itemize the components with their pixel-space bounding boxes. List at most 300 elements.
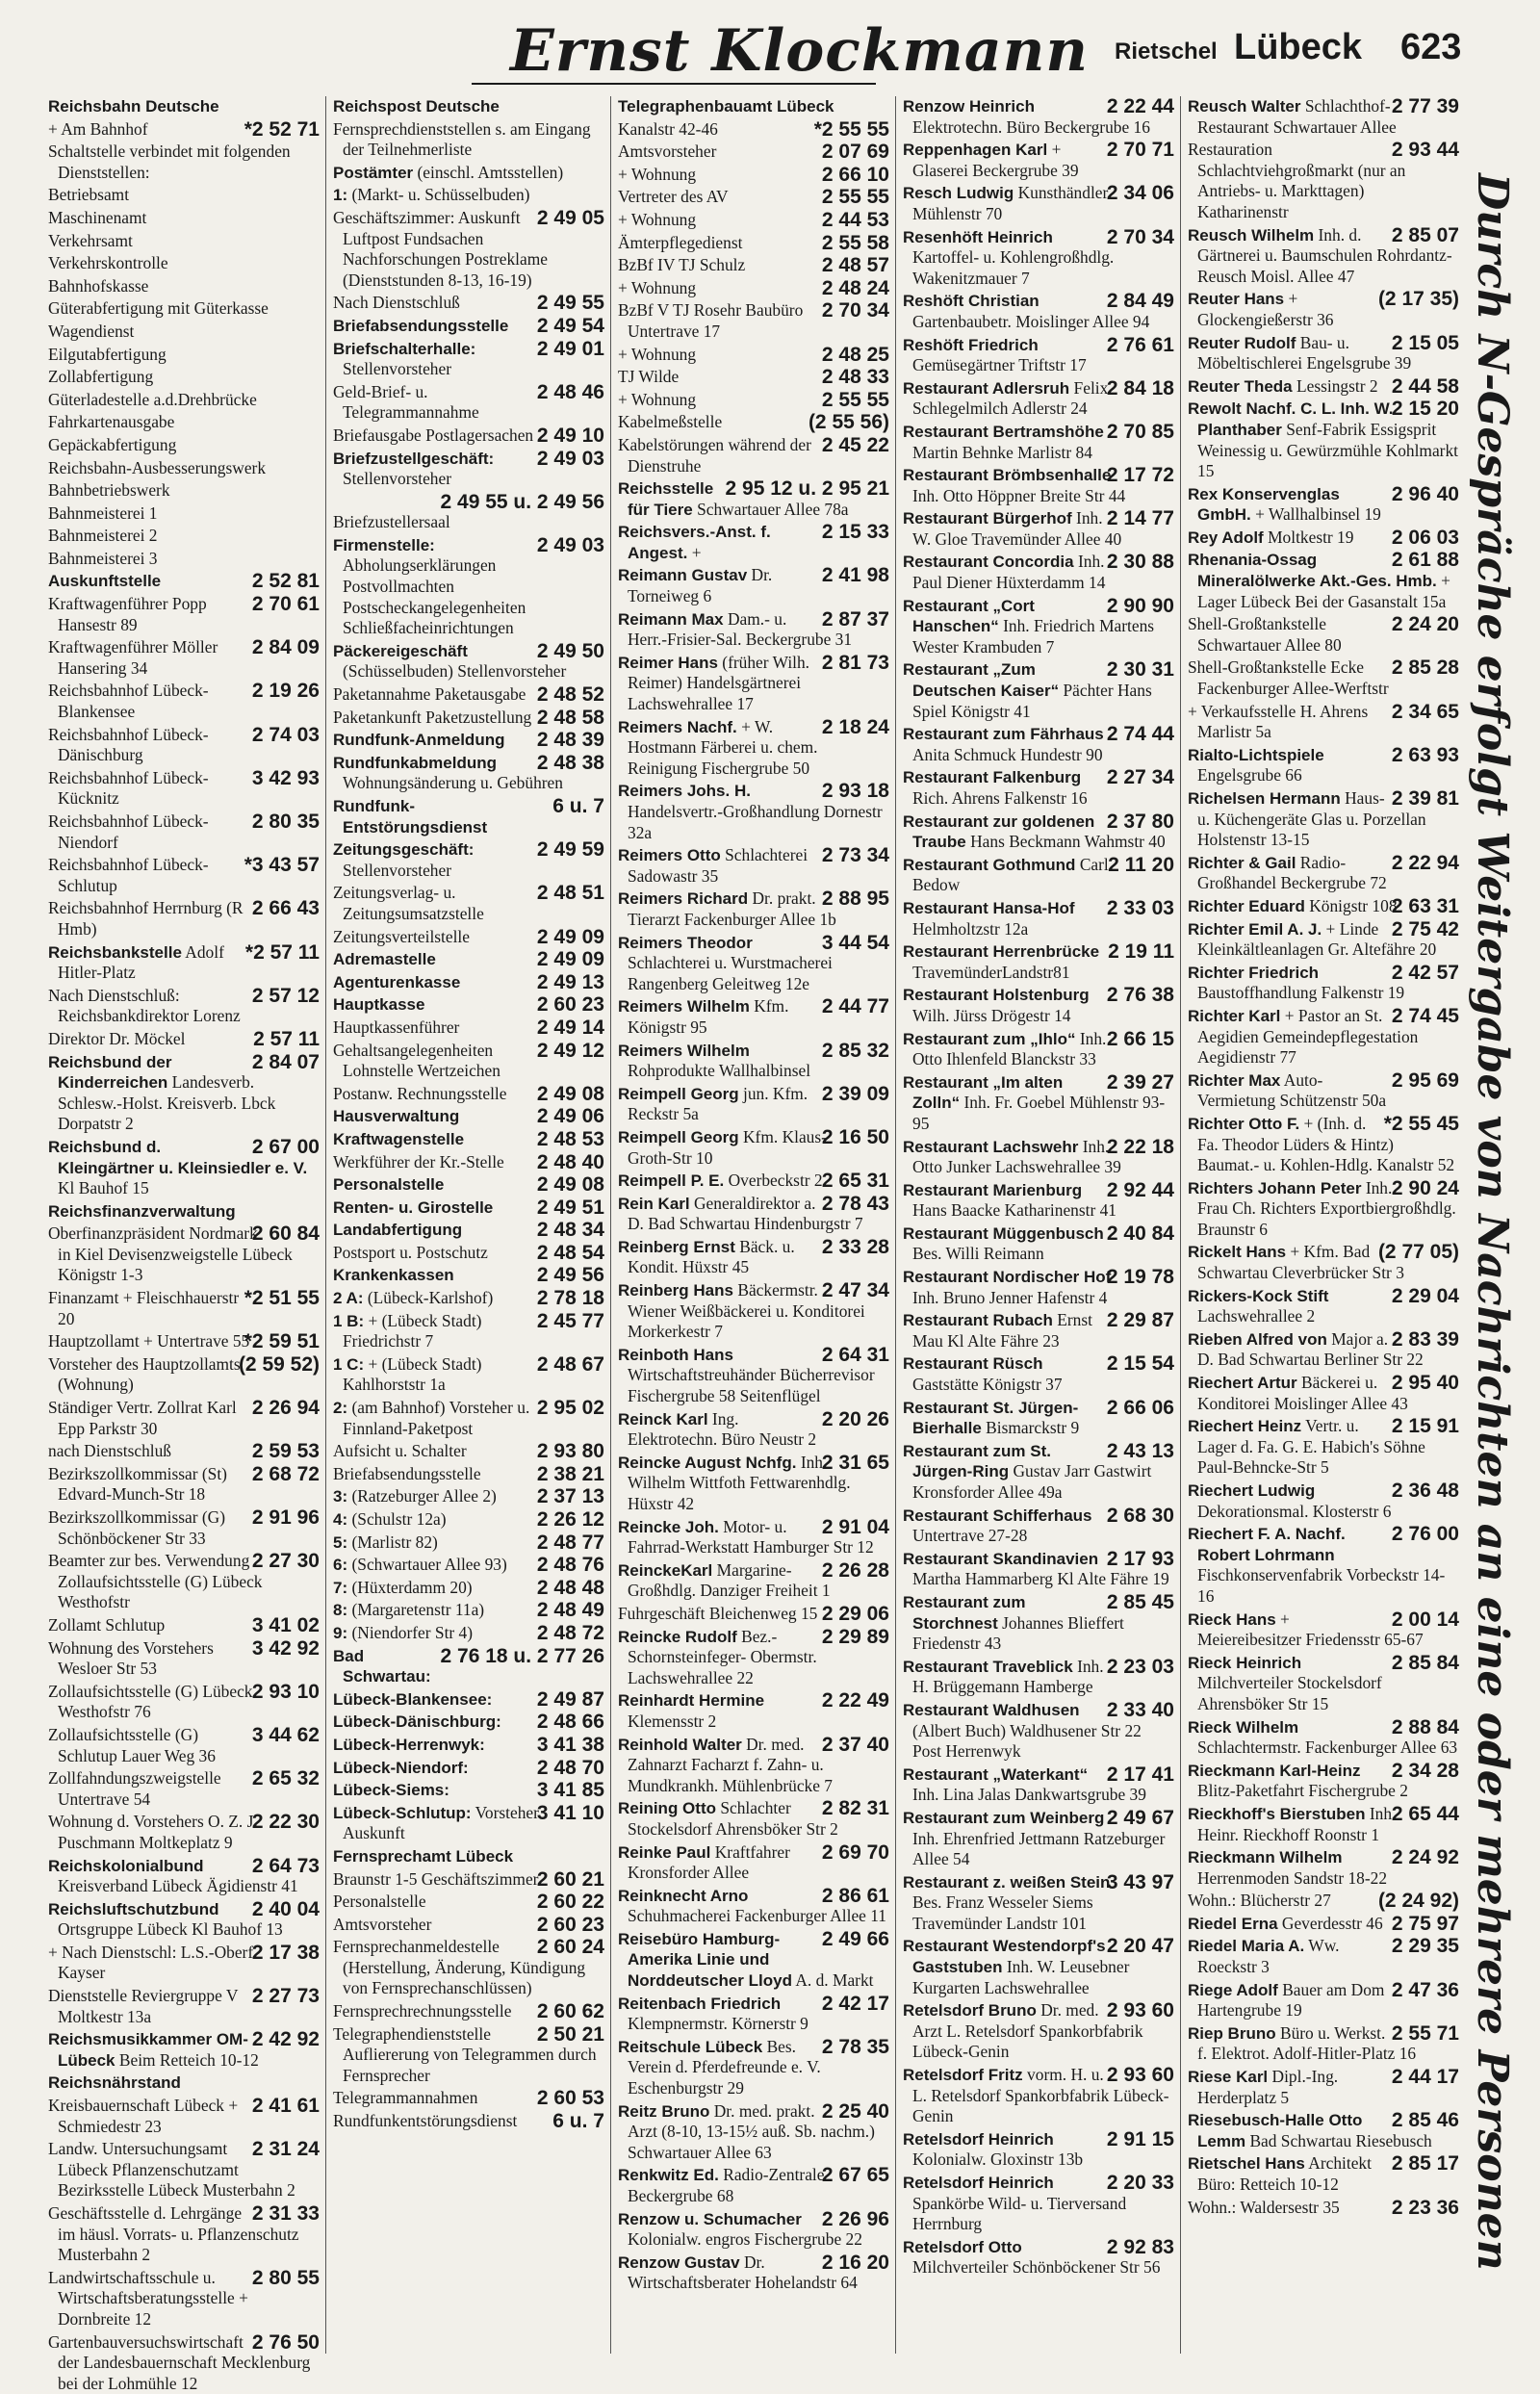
phone-number: 2 20 26: [821, 1407, 889, 1430]
entry-name: Reusch Walter: [1188, 97, 1301, 116]
entry-details: Ämterpflegedienst: [618, 232, 743, 252]
directory-entry: [333, 1288, 604, 1309]
entry-details: Briefabsendungsstelle: [333, 1463, 481, 1483]
directory-entry: [333, 1712, 604, 1733]
entry-name: Rieben Alfred von: [1188, 1329, 1327, 1349]
entry-name: Richter Karl: [1188, 1006, 1281, 1025]
phone-number: 2 48 57: [821, 254, 889, 277]
directory-entry: [618, 1237, 889, 1278]
entry-name: Reichsbund der Kinderreichen: [48, 1052, 172, 1093]
entry-details: Nach Dienstschluß: [333, 293, 460, 313]
phone-number: 2 34 06: [1106, 182, 1174, 205]
entry-name: Restaurant zum St. Jürgen-Ring: [903, 1441, 1051, 1481]
entry-details: Güterabfertigung mit Güterkasse: [48, 298, 269, 319]
directory-entry: [333, 1265, 604, 1286]
directory-entry: [1188, 376, 1459, 398]
entry-name: Retelsdorf Bruno: [903, 2001, 1037, 2021]
directory-entry: [48, 1354, 320, 1396]
directory-columns: [48, 95, 1463, 2393]
entry-details: Reichsbahnhof Lübeck-Niendorf: [48, 811, 209, 852]
phone-number: 2 70 85: [1106, 420, 1174, 443]
entry-name: Richter Otto F.: [1188, 1114, 1300, 1133]
entry-details: Motor- u. Fahrrad-Werkstatt Hamburger Str 12: [628, 1516, 874, 1557]
directory-entry: [618, 478, 889, 520]
entry-details: Herrenmoden Sandstr 18-22: [1197, 1867, 1388, 1888]
phone-number: 2 96 40: [1391, 482, 1459, 505]
directory-entry: [618, 165, 889, 186]
entry-details: Verkehrsamt: [48, 230, 133, 250]
phone-number: 2 48 58: [536, 706, 604, 729]
entry-details: Amtsvorsteher: [618, 142, 717, 162]
phone-number: 2 80 35: [251, 811, 320, 833]
directory-entry: [618, 1929, 889, 1992]
entry-details: Wohn.: Blücherstr 27: [1188, 1891, 1331, 1911]
entry-details: Bad Schwartau Riesebusch: [1249, 2130, 1432, 2150]
entry-details: + Glockengießerstr 36: [1197, 289, 1334, 329]
directory-entry: [48, 2139, 320, 2201]
phone-number: 2 29 04: [1391, 1284, 1459, 1307]
phone-number: *2 59 51: [244, 1330, 320, 1353]
entry-name: Reichsbahn Deutsche: [48, 97, 219, 116]
entry-name: Restaurant Waldhusen: [903, 1700, 1080, 1719]
phone-number: 2 48 67: [536, 1352, 604, 1376]
directory-entry: [903, 1657, 1174, 1698]
directory-entry: [618, 781, 889, 843]
directory-entry: [333, 1937, 604, 1999]
directory-entry: [1188, 1761, 1459, 1802]
page-header: [0, 0, 1540, 91]
phone-number: 2 74 44: [1106, 723, 1174, 746]
phone-number: 3 41 38: [536, 1733, 604, 1756]
entry-details: Bahnbetriebswerk: [48, 480, 170, 501]
directory-entry: [48, 1398, 320, 1439]
entry-name: Reimers Theodor: [618, 933, 753, 952]
directory-entry: [333, 2001, 604, 2022]
entry-name: Postämter: [333, 163, 414, 182]
directory-entry: [1188, 1980, 1459, 2021]
directory-entry: [333, 1129, 604, 1150]
directory-entry: [48, 1943, 320, 1984]
entry-name: Restaurant Westendorpf's Gaststuben: [903, 1937, 1106, 1977]
entry-details: Reichsbahn-Ausbesserungswerk: [48, 457, 267, 477]
entry-name: Personalstelle: [333, 1175, 445, 1195]
entry-details: + Pastor an St. Aegidien Gemeindepflegestation Aegidienstr 77: [1197, 1005, 1419, 1068]
directory-entry: [1188, 550, 1459, 612]
directory-entry: [333, 1311, 604, 1352]
entry-name: Restaurant „Zum Deutschen Kaiser“: [903, 660, 1060, 701]
phone-number: 2 48 76: [536, 1554, 604, 1577]
entry-name: Restaurant Falkenburg: [903, 768, 1082, 787]
directory-entry: [48, 2072, 320, 2094]
phone-number: 2 93 80: [536, 1440, 604, 1463]
directory-entry: [48, 594, 320, 635]
entry-name: Reichsnährstand: [48, 2073, 181, 2093]
column-5: [1188, 96, 1459, 2354]
entry-details: (Albert Buch) Waldhusener Str 22 Post Herrenwyk: [912, 1720, 1142, 1762]
directory-entry: [48, 681, 320, 722]
directory-entry: [618, 1345, 889, 1407]
entry-name: Riechert Heinz: [1188, 1417, 1302, 1436]
phone-number: 2 48 34: [536, 1219, 604, 1242]
directory-entry: [48, 768, 320, 810]
entry-name: Rietschel Hans: [1188, 2154, 1305, 2174]
phone-number: 2 55 55: [821, 186, 889, 209]
directory-entry: [1188, 1178, 1459, 1241]
column-divider: [325, 96, 326, 2354]
entry-details: Bezirkszollkommissar (G) Schönböckener Str 33: [48, 1507, 226, 1548]
entry-details: Bau- u. Möbeltischlerei Engelsgrube 39: [1197, 332, 1412, 373]
entry-details: (Hüxterdamm 20): [351, 1577, 473, 1597]
entry-details: Stellenvorsteher: [343, 860, 452, 880]
entry-details: Fernsprechdienststellen s. am Eingang der Teilnehmerliste: [333, 118, 591, 160]
phone-number: 2 49 13: [536, 970, 604, 993]
phone-number: 2 93 18: [821, 780, 889, 803]
entry-details: Restauration Schlachtviehgroßmarkt (nur an Antriebs- u. Markttagen) Katharinenstr: [1188, 140, 1406, 221]
directory-entry: [1188, 1609, 1459, 1651]
directory-entry: [48, 185, 320, 206]
entry-name: Reimers Otto: [618, 846, 721, 865]
phone-number: 2 27 34: [1106, 766, 1174, 789]
directory-entry: [903, 335, 1174, 376]
entry-name: Reinberg Hans: [618, 1281, 733, 1300]
phone-number: 2 49 54: [536, 314, 604, 337]
phone-number: 2 93 44: [1391, 139, 1459, 162]
phone-number: 2 26 28: [821, 1558, 889, 1582]
entry-name: 2 A:: [333, 1289, 364, 1308]
phone-number: 2 67 65: [821, 2164, 889, 2187]
entry-details: Maschinenamt: [48, 207, 147, 227]
directory-entry: [618, 255, 889, 276]
directory-entry: [618, 142, 889, 163]
directory-entry: [48, 231, 320, 252]
entry-details: Kartoffel- u. Kohlengroßhdlg. Wakenitzmauer 7: [912, 247, 1115, 288]
entry-details: Wohn.: Waldersestr 35: [1188, 2197, 1340, 2217]
phone-number: 2 49 87: [536, 1687, 604, 1711]
entry-name: Landabfertigung: [333, 1221, 463, 1240]
phone-number: 2 90 24: [1391, 1176, 1459, 1199]
entry-name: Riesebusch-Halle Otto Lemm: [1188, 2111, 1363, 2150]
directory-entry: [903, 1310, 1174, 1351]
entry-details: Schlachterei Sadowastr 35: [628, 845, 808, 886]
entry-details: Nach Dienstschluß: Reichsbankdirektor Lorenz: [48, 985, 241, 1026]
entry-details: Dekorationsmal. Klosterstr 6: [1197, 1501, 1392, 1521]
entry-details: Senf-Fabrik Essigsprit Weinessig u. Gewürzmühle Kohlmarkt 15: [1197, 419, 1458, 481]
entry-details: (Margaretenstr 11a): [351, 1600, 485, 1620]
directory-entry: [903, 811, 1174, 853]
directory-entry: [48, 1052, 320, 1135]
entry-details: Königstr 108: [1309, 895, 1398, 915]
entry-details: Kolonialw. Gloxinstr 13b: [912, 2149, 1084, 2170]
entry-details: Bahnmeisterei 2: [48, 526, 158, 546]
directory-entry: [903, 1764, 1174, 1806]
directory-entry: [333, 927, 604, 948]
directory-entry: [48, 480, 320, 502]
phone-number: 2 48 53: [536, 1127, 604, 1150]
directory-entry: [333, 1106, 604, 1127]
entry-details: Bes. Franz Wesseler Siems Travemünder Landstr 101: [912, 1892, 1093, 1933]
entry-details: Vertr. u. Lager d. Fa. G. E. Habich's Söhne Paul-Behncke-Str 5: [1197, 1416, 1425, 1478]
entry-details: Rundfunkentstörungsdienst: [333, 2111, 518, 2131]
directory-entry: [1188, 896, 1459, 917]
phone-number: 2 78 18: [536, 1287, 604, 1310]
directory-entry: [1188, 1416, 1459, 1479]
directory-entry: [333, 185, 604, 206]
entry-details: Landwirtschaftsschule u. Wirtschaftsberatungsstelle + Dornbreite 12: [48, 2267, 248, 2329]
directory-entry: [333, 1398, 604, 1439]
directory-entry: [1188, 225, 1459, 288]
phone-number: 2 88 95: [821, 888, 889, 911]
directory-entry: [903, 291, 1174, 332]
entry-details: Moltkestr 19: [1268, 527, 1354, 547]
phone-number: 2 55 71: [1391, 2021, 1459, 2045]
phone-number: 3 42 93: [251, 766, 320, 789]
header-name: Rietschel: [1115, 39, 1218, 64]
phone-number: 2 85 45: [1106, 1590, 1174, 1613]
entry-name: Riechert Ludwig: [1188, 1481, 1316, 1500]
entry-name: Riese Karl: [1188, 2068, 1269, 2087]
directory-entry: [333, 535, 604, 639]
entry-name: Restaurant Nordischer Hof: [903, 1268, 1112, 1287]
directory-entry: [1188, 853, 1459, 894]
directory-entry: [333, 1780, 604, 1801]
entry-details: Postsport u. Postschutz: [333, 1242, 488, 1262]
phone-number: 2 70 61: [251, 593, 320, 616]
entry-details: Milchverteiler Schönböckener Str 56: [912, 2257, 1161, 2278]
entry-details: Wohnung des Vorstehers Wesloer Str 53: [48, 1637, 214, 1679]
entry-details: Dr. Torneiweg 6: [628, 565, 773, 606]
phone-number: 2 48 46: [536, 380, 604, 403]
entry-details: A. d. Markt: [795, 1970, 874, 1991]
entry-name: Riedel Erna: [1188, 1914, 1278, 1933]
phone-number: 2 39 27: [1106, 1070, 1174, 1094]
directory-entry: [903, 2065, 1174, 2127]
directory-entry: [903, 1936, 1174, 1998]
entry-details: Radio-Zentrale Beckergrube 68: [628, 2165, 825, 2205]
phone-number: 2 49 55 u. 2 49 56: [440, 490, 604, 513]
phone-number: 2 76 50: [251, 2330, 320, 2354]
entry-details: Blitz-Paketfahrt Fischergrube 2: [1197, 1781, 1408, 1801]
phone-number: 2 17 41: [1106, 1763, 1174, 1786]
entry-details: Dr. med. Arzt L. Retelsdorf Spankorbfabrik Lübeck-Genin: [912, 2000, 1143, 2062]
entry-details: Kanalstr 42-46: [618, 118, 718, 139]
directory-entry: [48, 811, 320, 853]
entry-name: Reisebüro Hamburg-Amerika Linie und Norddeutscher Lloyd: [618, 1929, 792, 1991]
phone-number: 2 44 53: [821, 208, 889, 231]
phone-number: 2 29 35: [1391, 1935, 1459, 1958]
directory-entry: [903, 140, 1174, 181]
entry-details: Johannes Blieffert Friedenstr 43: [912, 1612, 1124, 1654]
entry-details: nach Dienstschluß: [48, 1441, 171, 1461]
entry-details: Untertrave 27-28: [912, 1526, 1028, 1546]
entry-name: Briefabsendungsstelle: [333, 316, 509, 335]
directory-entry: [1188, 2198, 1459, 2219]
phone-number: 2 49 05: [536, 206, 604, 229]
entry-details: Vorsteher des Hauptzollamts (Wohnung): [48, 1353, 241, 1395]
directory-entry: [333, 492, 604, 533]
entry-details: Briefzustellersaal: [333, 512, 450, 532]
phone-number: 2 30 31: [1106, 658, 1174, 682]
phone-number: 2 67 00: [251, 1135, 320, 1158]
directory-entry: [1188, 2067, 1459, 2108]
phone-number: 2 55 58: [821, 231, 889, 254]
entry-details: (Niendorfer Str 4): [351, 1622, 474, 1642]
entry-details: Bahnhofskasse: [48, 275, 149, 296]
directory-entry: [903, 508, 1174, 550]
directory-entry: [333, 449, 604, 490]
entry-details: Geschäftszimmer: Auskunft Luftpost Fundsachen Nachforschungen Postreklame (Dienststunden 8-13, 16-19): [333, 207, 548, 290]
directory-entry: [333, 1464, 604, 1485]
entry-details: Wohnung d. Vorstehers O. Z. J. Puschmann Moltkeplatz 9: [48, 1812, 258, 1852]
phone-number: 2 70 34: [821, 299, 889, 322]
entry-details: Paketannahme Paketausgabe: [333, 684, 526, 705]
entry-name: Reincke Rudolf: [618, 1627, 737, 1646]
entry-details: Inh. W. Gloe Travemünder Allee 40: [912, 508, 1122, 549]
phone-number: 2 00 14: [1391, 1608, 1459, 1631]
entry-name: Resch Ludwig: [903, 184, 1014, 203]
entry-details: Kreisverband Lübeck Ägidienstr 41: [58, 1876, 298, 1896]
phone-number: 2 48 49: [536, 1599, 604, 1622]
phone-number: 2 15 05: [1391, 331, 1459, 354]
directory-entry: [333, 119, 604, 161]
entry-details: Gemüsegärtner Triftstr 17: [912, 355, 1087, 375]
directory-entry: [903, 898, 1174, 940]
directory-entry: [903, 1267, 1174, 1308]
column-divider: [1180, 96, 1181, 2354]
directory-entry: [333, 994, 604, 1016]
directory-entry: [48, 412, 320, 433]
directory-entry: [903, 855, 1174, 896]
directory-entry: [333, 641, 604, 682]
entry-details: Braunstr 1-5 Geschäftszimmer: [333, 1868, 539, 1889]
entry-name: Reimers Wilhelm: [618, 997, 750, 1017]
directory-entry: [618, 1409, 889, 1451]
entry-details: Dr. Wirtschaftsberater Hohelandstr 64: [628, 2252, 858, 2293]
entry-details: Shell-Großtankstelle Schwartauer Allee 80: [1188, 614, 1342, 655]
entry-name: Reimpell Georg: [618, 1127, 739, 1146]
phone-number: 2 85 46: [1391, 2109, 1459, 2132]
directory-entry: [618, 1280, 889, 1343]
phone-number: 2 26 96: [821, 2207, 889, 2230]
entry-name: Briefschalterhalle:: [333, 339, 476, 358]
entry-name: Reichsbund d. Kleingärtner u. Kleinsiedler e. V.: [48, 1137, 308, 1177]
entry-name: Reinhardt Hermine: [618, 1691, 765, 1711]
header-city: Lübeck: [1234, 27, 1363, 67]
directory-entry: [903, 1180, 1174, 1222]
directory-entry: [48, 2332, 320, 2394]
directory-entry: [618, 2252, 889, 2294]
directory-entry: [1188, 289, 1459, 330]
entry-name: Retelsdorf Heinrich: [903, 2174, 1054, 2192]
phone-number: 2 48 66: [536, 1711, 604, 1734]
entry-name: Reitschule Lübeck: [618, 2037, 763, 2056]
phone-number: 2 26 12: [536, 1508, 604, 1531]
phone-number: 3 41 02: [251, 1613, 320, 1636]
directory-entry: [48, 1768, 320, 1810]
entry-name: Reichsbankstelle: [48, 942, 182, 962]
entry-details: Zeitungsverteilstelle: [333, 926, 470, 946]
entry-details: Inh. Wilhelm Wittfoth Fettwarenhdlg. Hüxstr 42: [628, 1452, 851, 1513]
phone-number: 2 70 34: [1106, 225, 1174, 248]
entry-details: Telegraphendienststelle Aufliererung von Telegrammen durch Fernsprecher: [333, 2023, 597, 2085]
directory-entry: [1188, 788, 1459, 851]
entry-name: Reimer Hans: [618, 653, 718, 672]
phone-number: 2 66 10: [821, 163, 889, 186]
phone-number: 3 41 10: [536, 1801, 604, 1824]
entry-name: Restaurant Concordia: [903, 553, 1074, 572]
directory-entry: [48, 942, 320, 984]
directory-entry: [903, 941, 1174, 983]
entry-name: Agenturenkasse: [333, 972, 461, 991]
entry-details: Schaltstelle verbindet mit folgenden Dienststellen:: [48, 142, 291, 182]
entry-details: Dr. med. Zahnarzt Facharzt f. Zahn- u. Mundkrankh. Mühlenbrücke 7: [628, 1734, 833, 1795]
entry-details: + Wohnung: [618, 344, 697, 364]
phone-number: 2 68 72: [251, 1462, 320, 1485]
entry-name: Reichsluftschutzbund: [48, 1899, 219, 1918]
entry-name: 3:: [333, 1487, 348, 1506]
entry-name: Richter Friedrich: [1188, 963, 1320, 982]
entry-name: 2:: [333, 1399, 348, 1418]
entry-details: Fuhrgeschäft Bleichenweg 15: [618, 1603, 818, 1623]
entry-name: Reitenbach Friedrich: [618, 1994, 782, 2013]
directory-entry: [333, 316, 604, 337]
directory-entry: [1188, 399, 1459, 481]
directory-entry: [333, 839, 604, 881]
entry-details: Martha Hammarberg Kl Alte Fähre 19: [912, 1569, 1169, 1589]
phone-number: 2 91 04: [821, 1515, 889, 1538]
directory-entry: [333, 883, 604, 924]
phone-number: 2 47 36: [1391, 1978, 1459, 2001]
entry-name: Richters Johann Peter: [1188, 1178, 1362, 1197]
directory-entry: [903, 1137, 1174, 1178]
phone-number: 2 85 17: [1391, 2152, 1459, 2175]
phone-number: 2 60 53: [536, 2087, 604, 2110]
phone-number: (2 24 92): [1377, 1890, 1459, 1913]
phone-number: 2 85 32: [821, 1039, 889, 1062]
directory-entry: [48, 96, 320, 117]
directory-entry: [1188, 96, 1459, 138]
entry-details: Zollabfertigung: [48, 367, 154, 387]
directory-entry: [48, 1223, 320, 1286]
phone-number: 3 43 97: [1106, 1870, 1174, 1893]
directory-entry: [903, 2000, 1174, 2063]
entry-details: Finanzamt + Fleischhauerstr 20: [48, 1288, 240, 1328]
entry-name: Reimers Richard: [618, 889, 749, 909]
entry-details: Inh. Heinr. Rieckhoff Roonstr 1: [1197, 1803, 1397, 1844]
phone-number: 2 84 09: [251, 636, 320, 659]
entry-name: Riechert Artur: [1188, 1374, 1297, 1393]
phone-number: 2 39 09: [821, 1082, 889, 1105]
entry-name: Rewolt Nachf. C. L. Inh. W. Planthaber: [1188, 399, 1394, 439]
directory-entry: [48, 435, 320, 456]
entry-details: Beamter zur bes. Verwendung Zollaufsichtsstelle (G) Lübeck Westhofstr: [48, 1551, 263, 1612]
entry-details: Handelsvertr.-Großhandlung Dornestr 32a: [628, 802, 883, 842]
phone-number: 2 17 93: [1106, 1547, 1174, 1570]
entry-details: Verkehrskontrolle: [48, 253, 168, 273]
directory-entry: [618, 390, 889, 411]
entry-name: Rieckmann Wilhelm: [1188, 1848, 1343, 1867]
directory-entry: [333, 382, 604, 424]
entry-details: Inh. Otto Junker Lachswehrallee 39: [912, 1136, 1121, 1177]
phone-number: 2 25 40: [821, 2099, 889, 2123]
phone-number: 2 36 48: [1391, 1480, 1459, 1502]
directory-entry: [1188, 1480, 1459, 1522]
phone-number: 2 22 44: [1106, 95, 1174, 117]
directory-entry: [903, 1353, 1174, 1395]
entry-details: + W. Hostmann Färberei u. chem. Reinigung Fischergrube 50: [628, 716, 818, 778]
phone-number: (2 77 05): [1377, 1241, 1459, 1264]
entry-name: Reinhold Walter: [618, 1735, 742, 1754]
entry-name: Auskunftstelle: [48, 572, 162, 591]
